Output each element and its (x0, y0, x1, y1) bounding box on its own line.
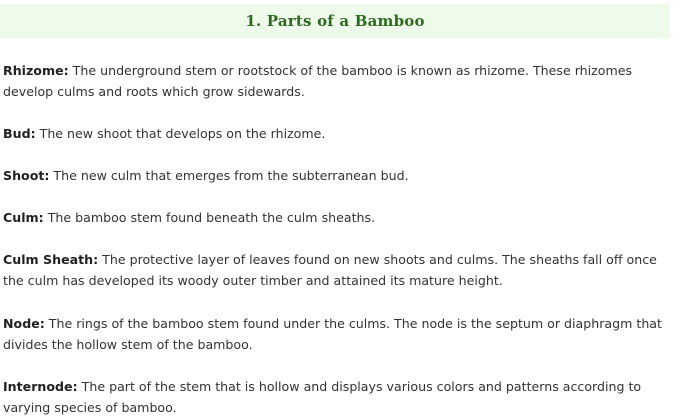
definition-term: Rhizome: (3, 63, 69, 78)
definition-culm-sheath (3, 249, 675, 291)
definition-term: Internode: (3, 379, 78, 394)
definition-text: The part of the stem that is hollow and displays various colors and patterns according to varying species of bamboo. (3, 379, 642, 415)
definition-text: The rings of the bamboo stem found under the culms. The node is the septum or diaphragm that divides the hollow stem of the bamboo. (3, 316, 662, 352)
definition-text: The new shoot that develops on the rhizome. (35, 126, 326, 141)
definition-text: The underground stem or rootstock of the bamboo is known as rhizome. These rhizomes develop culms and roots which grow sidewards. (3, 63, 633, 99)
definition-term: Culm: (3, 210, 44, 225)
definition-term: Shoot: (3, 168, 50, 183)
definition-term: Node: (3, 316, 45, 331)
definition-bud (3, 123, 675, 144)
section-heading-bar (0, 4, 670, 38)
definition-shoot (3, 165, 675, 186)
definition-term: Culm Sheath: (3, 252, 99, 267)
definition-rhizome (3, 60, 675, 102)
definition-culm (3, 207, 675, 228)
definition-term: Bud: (3, 126, 36, 141)
definition-text: The protective layer of leaves found on new shoots and culms. The sheaths fall off once the culm has developed its woody outer timber and attained its mature height. (3, 252, 657, 288)
definition-internode (3, 376, 675, 418)
section-title: 1. Parts of a Bamboo (245, 12, 425, 30)
definition-text: The bamboo stem found beneath the culm sheaths. (43, 210, 376, 225)
definition-node (3, 313, 675, 355)
definition-text: The new culm that emerges from the subterranean bud. (49, 168, 409, 183)
